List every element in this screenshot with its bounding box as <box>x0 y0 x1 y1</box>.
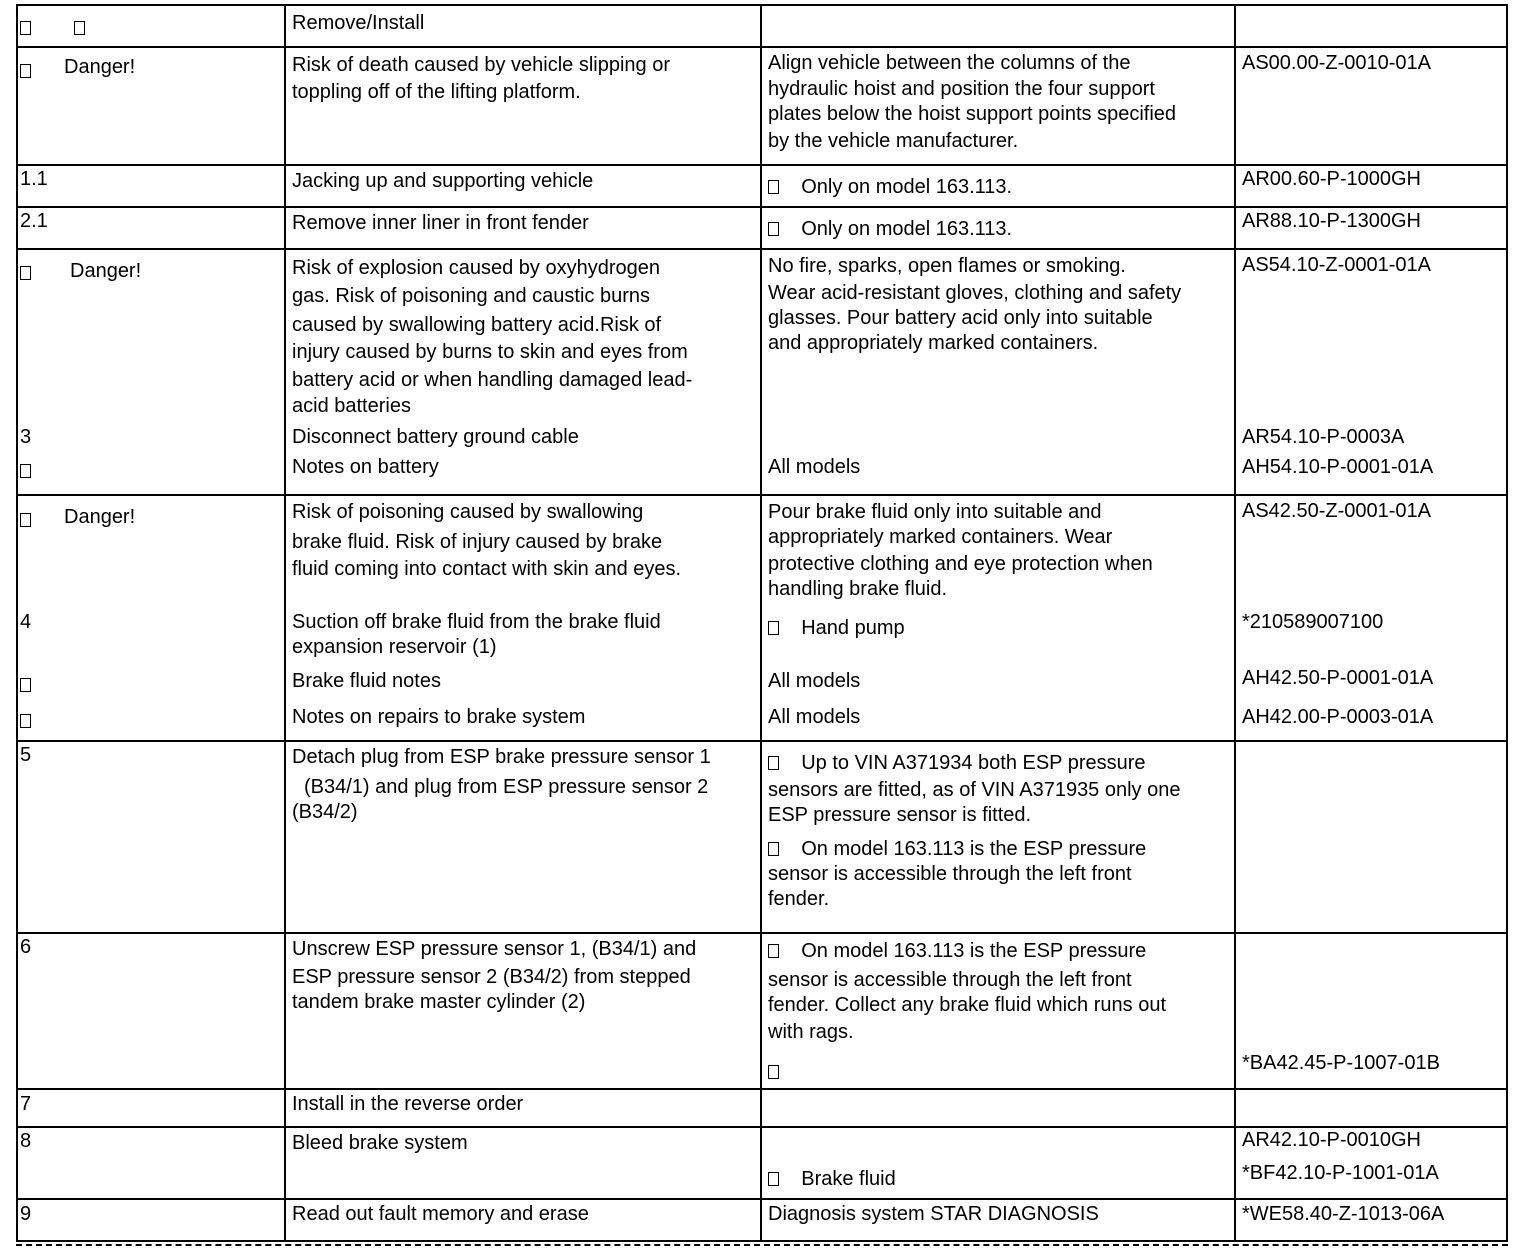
note-icon <box>20 458 31 484</box>
step-text: Remove inner liner in front fender <box>292 212 589 234</box>
step-text: Bleed brake system <box>292 1132 468 1154</box>
step-text: expansion reservoir (1) <box>292 636 497 658</box>
hazard-text: toppling off of the lifting platform. <box>292 81 581 103</box>
note-item: On model 163.113 is the ESP pressure <box>768 938 1146 964</box>
reference-link[interactable]: *BA42.45-P-1007-01B <box>1242 1052 1440 1074</box>
hazard-text: battery acid or when handling damaged lead- <box>292 369 693 391</box>
table-row-header <box>16 4 1508 48</box>
reference-link[interactable]: AS42.50-Z-0001-01A <box>1242 500 1432 522</box>
note-text: Brake fluid notes <box>292 670 441 692</box>
table-row <box>16 932 1508 1090</box>
tool-item: Hand pump <box>768 615 905 641</box>
reference-link[interactable]: AR42.10-P-0010GH <box>1242 1129 1421 1151</box>
procedure-table <box>16 4 1508 1242</box>
reference-link[interactable]: AH42.00-P-0003-01A <box>1242 706 1434 728</box>
hazard-text: Risk of death caused by vehicle slipping or <box>292 54 670 76</box>
step-number: 6 <box>20 936 32 958</box>
table-row <box>16 740 1508 934</box>
step-text: Read out fault memory and erase <box>292 1203 589 1225</box>
hazard-text: injury caused by burns to skin and eyes from <box>292 341 688 363</box>
instruction-text: Align vehicle between the columns of the <box>768 52 1131 74</box>
step-number: 2.1 <box>20 210 48 232</box>
note-text: ESP pressure sensor is fitted. <box>768 804 1032 826</box>
reference-link[interactable]: AH54.10-P-0001-01A <box>1242 456 1434 478</box>
reference-link[interactable]: AR54.10-P-0003A <box>1242 426 1405 448</box>
step-text: Jacking up and supporting vehicle <box>292 170 594 192</box>
material-icon <box>768 1172 779 1186</box>
hazard-text: caused by swallowing battery acid.Risk of <box>292 314 662 336</box>
table-row <box>16 206 1508 250</box>
note-text: sensor is accessible through the left front <box>768 969 1132 991</box>
step-number: 1.1 <box>20 168 48 190</box>
note-item: Up to VIN A371934 both ESP pressure <box>768 750 1146 776</box>
step-number: 7 <box>20 1093 32 1115</box>
note-item: On model 163.113 is the ESP pressure <box>768 836 1146 862</box>
note-text: sensor is accessible through the left front <box>768 863 1132 885</box>
reference-link[interactable]: *BF42.10-P-1001-01A <box>1242 1162 1439 1184</box>
step-number: 3 <box>20 426 32 448</box>
step-text: Install in the reverse order <box>292 1093 524 1115</box>
hazard-text: fluid coming into contact with skin and eyes. <box>292 558 682 580</box>
warning-icon <box>20 260 31 286</box>
instruction-text: by the vehicle manufacturer. <box>768 130 1019 152</box>
note-icon <box>768 222 779 236</box>
step-text: tandem brake master cylinder (2) <box>292 991 586 1013</box>
step-number: 5 <box>20 744 32 766</box>
instruction-text: Pour brake fluid only into suitable and <box>768 501 1102 523</box>
step-text: Suction off brake fluid from the brake fluid <box>292 611 661 633</box>
instruction-text: and appropriately marked containers. <box>768 332 1099 354</box>
tool-icon <box>768 621 779 635</box>
reference-link[interactable]: *WE58.40-Z-1013-06A <box>1242 1203 1445 1225</box>
instruction-text: No fire, sparks, open flames or smoking. <box>768 255 1126 277</box>
step-number: 8 <box>20 1130 32 1152</box>
material-item: Brake fluid <box>768 1166 896 1192</box>
table-row <box>16 248 1508 496</box>
instruction-text: appropriately marked containers. Wear <box>768 526 1113 548</box>
reference-link[interactable]: AR88.10-P-1300GH <box>1242 210 1421 232</box>
note-text: sensors are fitted, as of VIN A371935 only one <box>768 779 1181 801</box>
step-text: (B34/2) <box>292 801 358 823</box>
reference-link[interactable]: AS54.10-Z-0001-01A <box>1242 254 1432 276</box>
note-text: Notes on battery <box>292 456 439 478</box>
danger-label: Danger! <box>70 260 142 282</box>
model-text: All models <box>768 670 861 692</box>
model-text: All models <box>768 706 861 728</box>
row-title: Remove/Install <box>292 12 425 34</box>
step-text: (B34/1) and plug from ESP pressure sensor 2 <box>304 776 709 798</box>
step-number: 4 <box>20 611 32 633</box>
note-icon <box>768 180 779 194</box>
table-row <box>16 494 1508 742</box>
instruction-text: protective clothing and eye protection when <box>768 553 1153 575</box>
table-row <box>16 46 1508 166</box>
page-cut-line <box>16 1244 1508 1246</box>
note-icon <box>768 944 779 958</box>
danger-label: Danger! <box>64 56 136 78</box>
note-icon <box>768 842 779 856</box>
note-text: Notes on repairs to brake system <box>292 706 586 728</box>
reference-link[interactable]: *210589007100 <box>1242 611 1384 633</box>
table-row <box>16 1126 1508 1200</box>
checkbox-icon <box>20 15 31 41</box>
danger-label: Danger! <box>64 506 136 528</box>
note-icon <box>20 708 31 734</box>
instruction-text: plates below the hoist support points specified <box>768 103 1177 125</box>
warning-icon <box>20 507 31 533</box>
note-text: fender. Collect any brake fluid which runs out <box>768 994 1166 1016</box>
note-item: Only on model 163.113. <box>768 174 1012 200</box>
model-text: All models <box>768 456 861 478</box>
instruction-text: hydraulic hoist and position the four support <box>768 78 1155 100</box>
instruction-text: handling brake fluid. <box>768 578 948 600</box>
note-icon <box>20 672 31 698</box>
note-icon <box>768 756 779 770</box>
note-text: fender. <box>768 888 830 910</box>
hazard-text: brake fluid. Risk of injury caused by brake <box>292 531 663 553</box>
checkbox-icon <box>74 15 85 41</box>
hazard-text: Risk of explosion caused by oxyhydrogen <box>292 257 660 279</box>
hazard-text: Risk of poisoning caused by swallowing <box>292 501 644 523</box>
step-number: 9 <box>20 1203 32 1225</box>
step-text: Unscrew ESP pressure sensor 1, (B34/1) and <box>292 938 697 960</box>
instruction-text: glasses. Pour battery acid only into suitable <box>768 307 1153 329</box>
hazard-text: gas. Risk of poisoning and caustic burns <box>292 285 650 307</box>
reference-link[interactable]: AS00.00-Z-0010-01A <box>1242 52 1432 74</box>
step-text: ESP pressure sensor 2 (B34/2) from stepped <box>292 966 691 988</box>
note-text: with rags. <box>768 1021 854 1043</box>
table-row <box>16 1088 1508 1128</box>
tool-text: Diagnosis system STAR DIAGNOSIS <box>768 1203 1099 1225</box>
step-text: Detach plug from ESP brake pressure sensor 1 <box>292 746 711 768</box>
reference-link[interactable]: AR00.60-P-1000GH <box>1242 168 1421 190</box>
table-row <box>16 1198 1508 1242</box>
instruction-text: Wear acid-resistant gloves, clothing and safety <box>768 282 1182 304</box>
hazard-text: acid batteries <box>292 395 411 417</box>
note-item: Only on model 163.113. <box>768 216 1012 242</box>
reference-link[interactable]: AH42.50-P-0001-01A <box>1242 667 1434 689</box>
step-text: Disconnect battery ground cable <box>292 426 579 448</box>
table-row <box>16 164 1508 208</box>
note-icon <box>768 1059 779 1085</box>
warning-icon <box>20 58 31 84</box>
